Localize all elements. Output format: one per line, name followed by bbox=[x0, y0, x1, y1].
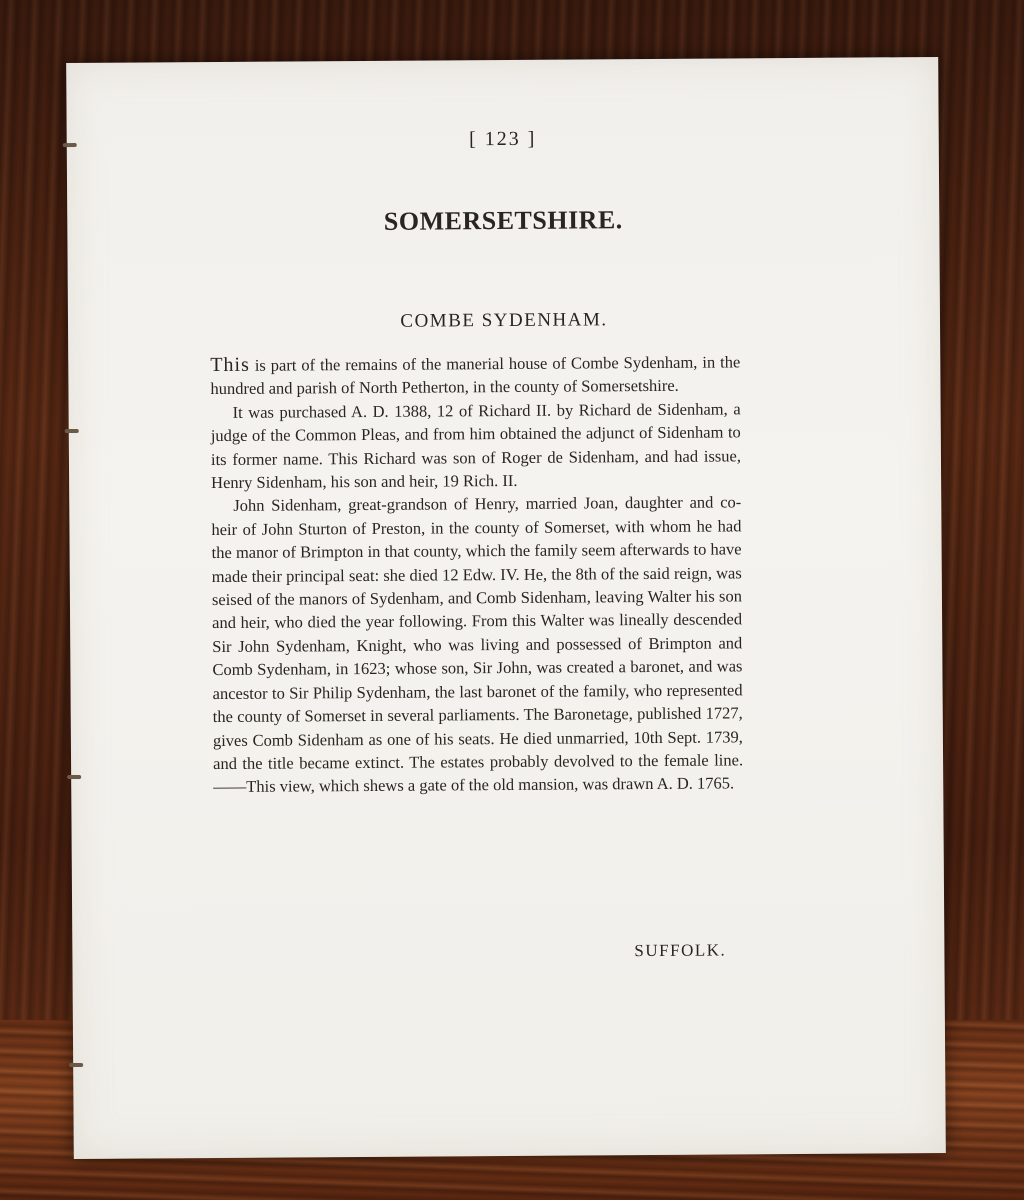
binding-stitch bbox=[67, 775, 81, 779]
paragraph-1-text: is part of the remains of the manerial house of Combe Sydenham, in the hundred and parish of North Petherton, in the county of Somersetshire. bbox=[210, 352, 741, 399]
county-title: SOMERSETSHIRE. bbox=[383, 205, 623, 236]
paragraph-2: It was purchased A. D. 1388, 12 of Richard II. by Richard de Sidenham, a judge of the Common Pleas, and from him obtained the adjunct of Sidenham to its former name. This Richard was son of Roger de Sidenham, and had issue, Henry Sidenham, his son and heir, 19 Rich. II. bbox=[210, 399, 742, 493]
binding-stitch bbox=[69, 1063, 83, 1067]
paragraph-1 bbox=[210, 350, 740, 401]
catchword: SUFFOLK. bbox=[634, 940, 727, 961]
section-title: COMBE SYDENHAM. bbox=[400, 309, 608, 332]
page-number: [ 123 ] bbox=[468, 127, 537, 151]
lead-word: This bbox=[210, 353, 250, 377]
paragraph-3: John Sidenham, great-grandson of Henry, married Joan, daughter and co-heir of John Sturton of Preston, in the county of Somerset, with whom he had the manor of Brimpton in that county, which the family seem afterwards to have made their principal seat: she died 12 Edw. IV. He, the 8th of the said reign, was seised of the manors of Sydenham, and Comb Sidenham, leaving Walter his son and heir, who died the year following. From this Walter was lineally descended Sir John Sydenham, Knight, who was living and possessed of Brimpton and Comb Sydenham, in 1623; whose son, Sir John, was created a baronet, and was ancestor to Sir Philip Sydenham, the last baronet of the family, who represented the county of Somerset in several parliaments. The Baronetage, published 1727, gives Comb Sidenham as one of his seats. He died unmarried, 10th Sept. 1739, and the title became extinct. The estates probably devolved to the female line.——This view, which shews a gate of the old mansion, was drawn A. D. 1765. bbox=[211, 492, 744, 797]
document-page bbox=[66, 57, 946, 1159]
body-text bbox=[210, 350, 743, 798]
binding-stitch bbox=[65, 429, 79, 433]
